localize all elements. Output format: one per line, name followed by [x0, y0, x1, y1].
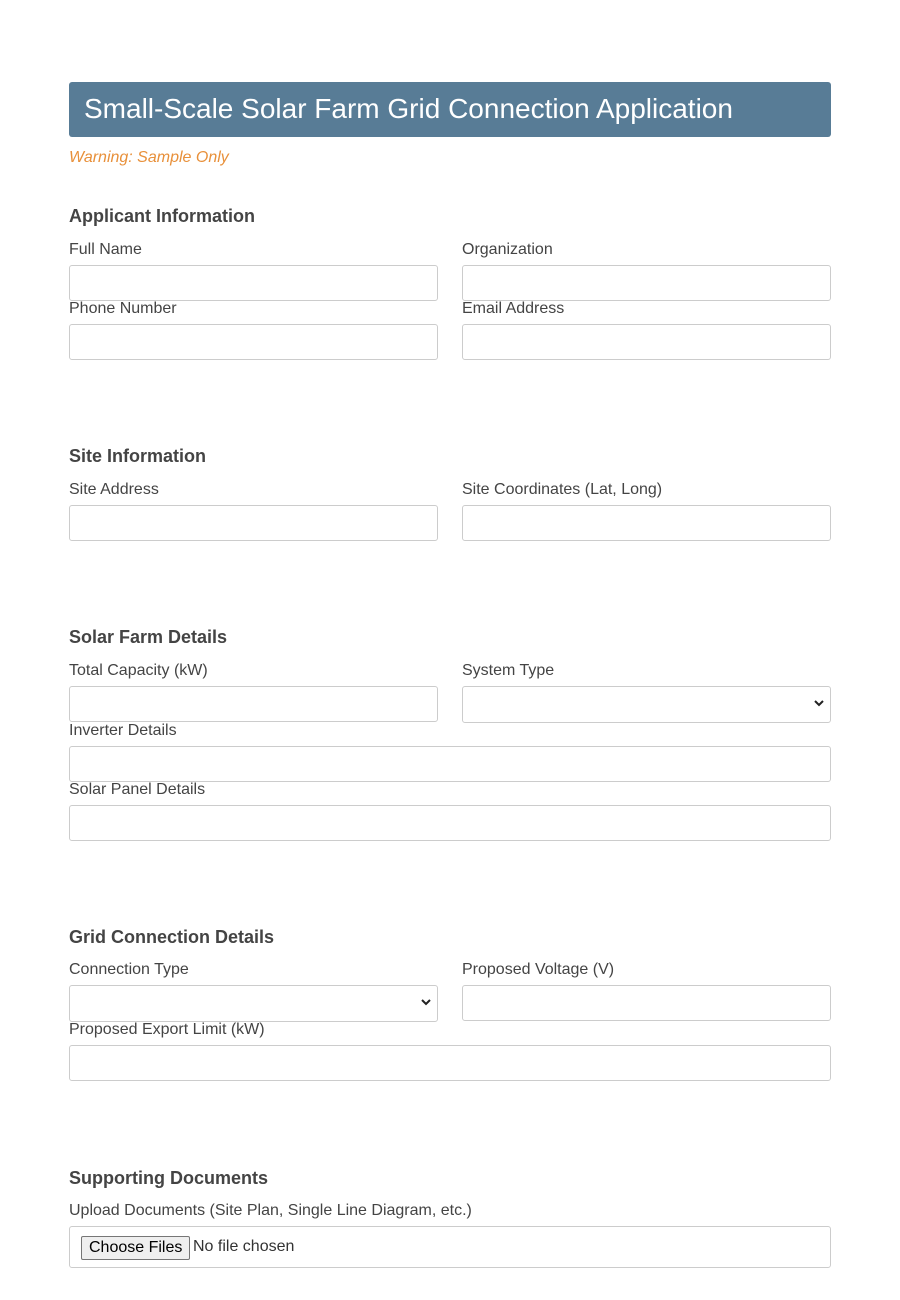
panel-label: Solar Panel Details — [69, 781, 206, 798]
inverter-label: Inverter Details — [69, 722, 177, 739]
system-type-select[interactable] — [462, 686, 831, 723]
email-label: Email Address — [462, 300, 565, 317]
connection-type-label: Connection Type — [69, 961, 189, 978]
organization-input[interactable] — [462, 265, 831, 301]
export-limit-label: Proposed Export Limit (kW) — [69, 1021, 265, 1038]
system-type-label: System Type — [462, 662, 555, 679]
file-upload-field — [69, 1226, 831, 1268]
export-limit-input[interactable] — [69, 1045, 831, 1081]
section-heading-solar: Solar Farm Details — [69, 627, 228, 647]
connection-type-select[interactable] — [69, 985, 438, 1022]
warning-text: Warning: Sample Only — [69, 149, 229, 166]
file-status-text: No file chosen — [193, 1238, 295, 1255]
inverter-input[interactable] — [69, 746, 831, 782]
phone-label: Phone Number — [69, 300, 177, 317]
capacity-label: Total Capacity (kW) — [69, 662, 208, 679]
chevron-down-icon — [813, 697, 825, 709]
voltage-label: Proposed Voltage (V) — [462, 961, 615, 978]
site-address-input[interactable] — [69, 505, 438, 541]
capacity-input[interactable] — [69, 686, 438, 722]
site-coordinates-label: Site Coordinates (Lat, Long) — [462, 481, 663, 498]
organization-label: Organization — [462, 241, 553, 258]
site-address-label: Site Address — [69, 481, 159, 498]
page-header — [69, 82, 831, 137]
email-input[interactable] — [462, 324, 831, 360]
full-name-input[interactable] — [69, 265, 438, 301]
upload-label: Upload Documents (Site Plan, Single Line Diagram, etc.) — [69, 1202, 472, 1219]
chevron-down-icon — [420, 996, 432, 1008]
choose-files-button[interactable]: Choose Files — [81, 1236, 190, 1260]
section-heading-docs: Supporting Documents — [69, 1168, 268, 1188]
section-heading-grid: Grid Connection Details — [69, 927, 275, 947]
panel-input[interactable] — [69, 805, 831, 841]
full-name-label: Full Name — [69, 241, 142, 258]
page-title: Small-Scale Solar Farm Grid Connection Application — [84, 93, 733, 124]
phone-input[interactable] — [69, 324, 438, 360]
section-heading-site: Site Information — [69, 446, 207, 466]
section-heading-applicant: Applicant Information — [69, 206, 255, 226]
voltage-input[interactable] — [462, 985, 831, 1021]
site-coordinates-input[interactable] — [462, 505, 831, 541]
